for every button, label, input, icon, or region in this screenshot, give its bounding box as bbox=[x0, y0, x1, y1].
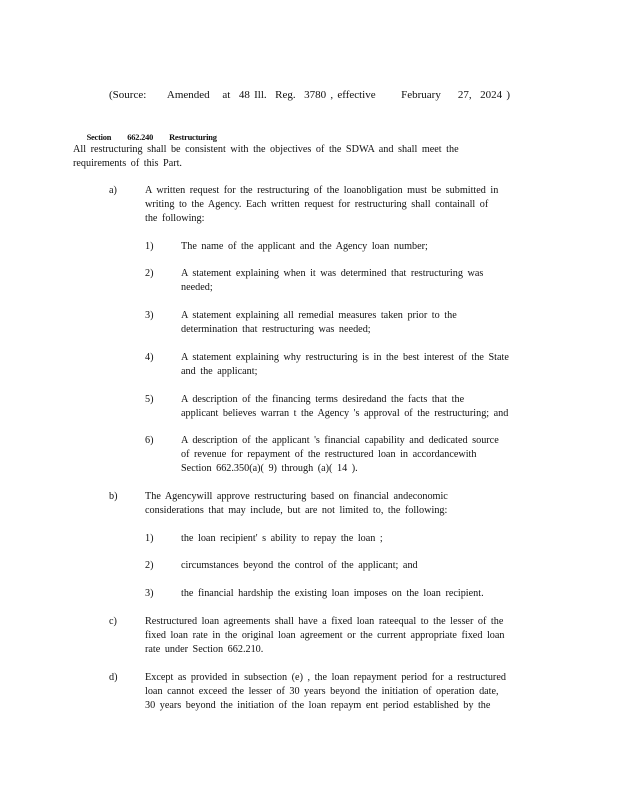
item-a1-line: The name of the applicant and the Agency loan number; bbox=[181, 241, 428, 252]
item-a1-text bbox=[181, 240, 428, 254]
item-c-line: rate under Section 662.210. bbox=[145, 644, 264, 655]
item-a6-line: of revenue for repayment of the restructured loan in accordancewith bbox=[181, 449, 477, 460]
item-c-text bbox=[145, 615, 505, 657]
item-b2-text bbox=[181, 559, 418, 573]
item-a3-label: 3) bbox=[145, 310, 154, 321]
item-b-line: considerations that may include, but are not limited to, the following: bbox=[145, 505, 448, 516]
item-a-line: A written request for the restructuring of the loanobligation must be submitted in bbox=[145, 185, 499, 196]
section-label: Section bbox=[86, 133, 112, 142]
item-a2-line: needed; bbox=[181, 282, 213, 293]
item-a2-text bbox=[181, 267, 483, 295]
item-a4-line: A statement explaining why restructuring is in the best interest of the State bbox=[181, 352, 509, 363]
item-a3-line: A statement explaining all remedial measures taken prior to the bbox=[181, 310, 457, 321]
item-a5-label: 5) bbox=[145, 394, 154, 405]
item-a-line: the following: bbox=[145, 213, 205, 224]
item-d-label: d) bbox=[109, 672, 118, 683]
item-b2-line: circumstances beyond the control of the applicant; and bbox=[181, 560, 418, 571]
item-a5-text bbox=[181, 393, 508, 421]
item-a6-text bbox=[181, 434, 499, 476]
item-a6-line: A description of the applicant 's financial capability and dedicated source bbox=[181, 435, 499, 446]
section-title: Restructuring bbox=[169, 133, 217, 142]
item-a2-label: 2) bbox=[145, 268, 154, 279]
item-a-label: a) bbox=[109, 185, 117, 196]
item-a2-line: A statement explaining when it was determined that restructuring was bbox=[181, 268, 484, 279]
item-a6-line: Section 662.350(a)( 9) through (a)( 14 ). bbox=[181, 463, 358, 474]
item-a3-line: determination that restructuring was needed; bbox=[181, 324, 371, 335]
item-a4-line: and the applicant; bbox=[181, 366, 258, 377]
item-b1-text bbox=[181, 532, 383, 546]
item-b-line: The Agencywill approve restructuring based on financial andeconomic bbox=[145, 491, 448, 502]
item-b-label: b) bbox=[109, 491, 118, 502]
intro-paragraph bbox=[73, 143, 498, 171]
item-a5-line: applicant believes warran t the Agency 's approval of the restructuring; and bbox=[181, 408, 509, 419]
item-b3-line: the financial hardship the existing loan imposes on the loan recipient. bbox=[181, 588, 484, 599]
section-number: 662.240 bbox=[127, 133, 154, 142]
item-d-text bbox=[145, 671, 506, 713]
item-a4-text bbox=[181, 351, 509, 379]
item-b3-label: 3) bbox=[145, 588, 154, 599]
intro-line: All restructuring shall be consistent with the objectives of the SDWA and shall meet the bbox=[73, 144, 459, 155]
item-a6-label: 6) bbox=[145, 435, 154, 446]
item-d-line: Except as provided in subsection (e) , the loan repayment period for a restructured bbox=[145, 672, 506, 683]
item-b2-label: 2) bbox=[145, 560, 154, 571]
item-a4-label: 4) bbox=[145, 352, 154, 363]
item-b1-line: the loan recipient' s ability to repay the loan ; bbox=[181, 533, 383, 544]
item-a3-text bbox=[181, 309, 457, 337]
item-a-text bbox=[145, 184, 498, 226]
source-note: (Source: Amended at 48 Ill. Reg. 3780 , effective February 27, 2024 ) bbox=[109, 89, 510, 101]
item-b1-label: 1) bbox=[145, 533, 154, 544]
item-b-text bbox=[145, 490, 448, 518]
item-d-line: 30 years beyond the initiation of the loan repaym ent period established by the bbox=[145, 700, 491, 711]
item-a1-label: 1) bbox=[145, 241, 154, 252]
item-b3-text bbox=[181, 587, 484, 601]
item-d-line: loan cannot exceed the lesser of 30 years beyond the initiation of operation date, bbox=[145, 686, 499, 697]
item-c-line: Restructured loan agreements shall have a fixed loan rateequal to the lesser of the bbox=[145, 616, 504, 627]
intro-line: requirements of this Part. bbox=[73, 158, 182, 169]
item-a-line: writing to the Agency. Each written request for restructuring shall containall of bbox=[145, 199, 489, 210]
item-c-label: c) bbox=[109, 616, 117, 627]
item-a5-line: A description of the financing terms desiredand the facts that the bbox=[181, 394, 465, 405]
item-c-line: fixed loan rate in the original loan agreement or the current appropriate fixed loan bbox=[145, 630, 505, 641]
